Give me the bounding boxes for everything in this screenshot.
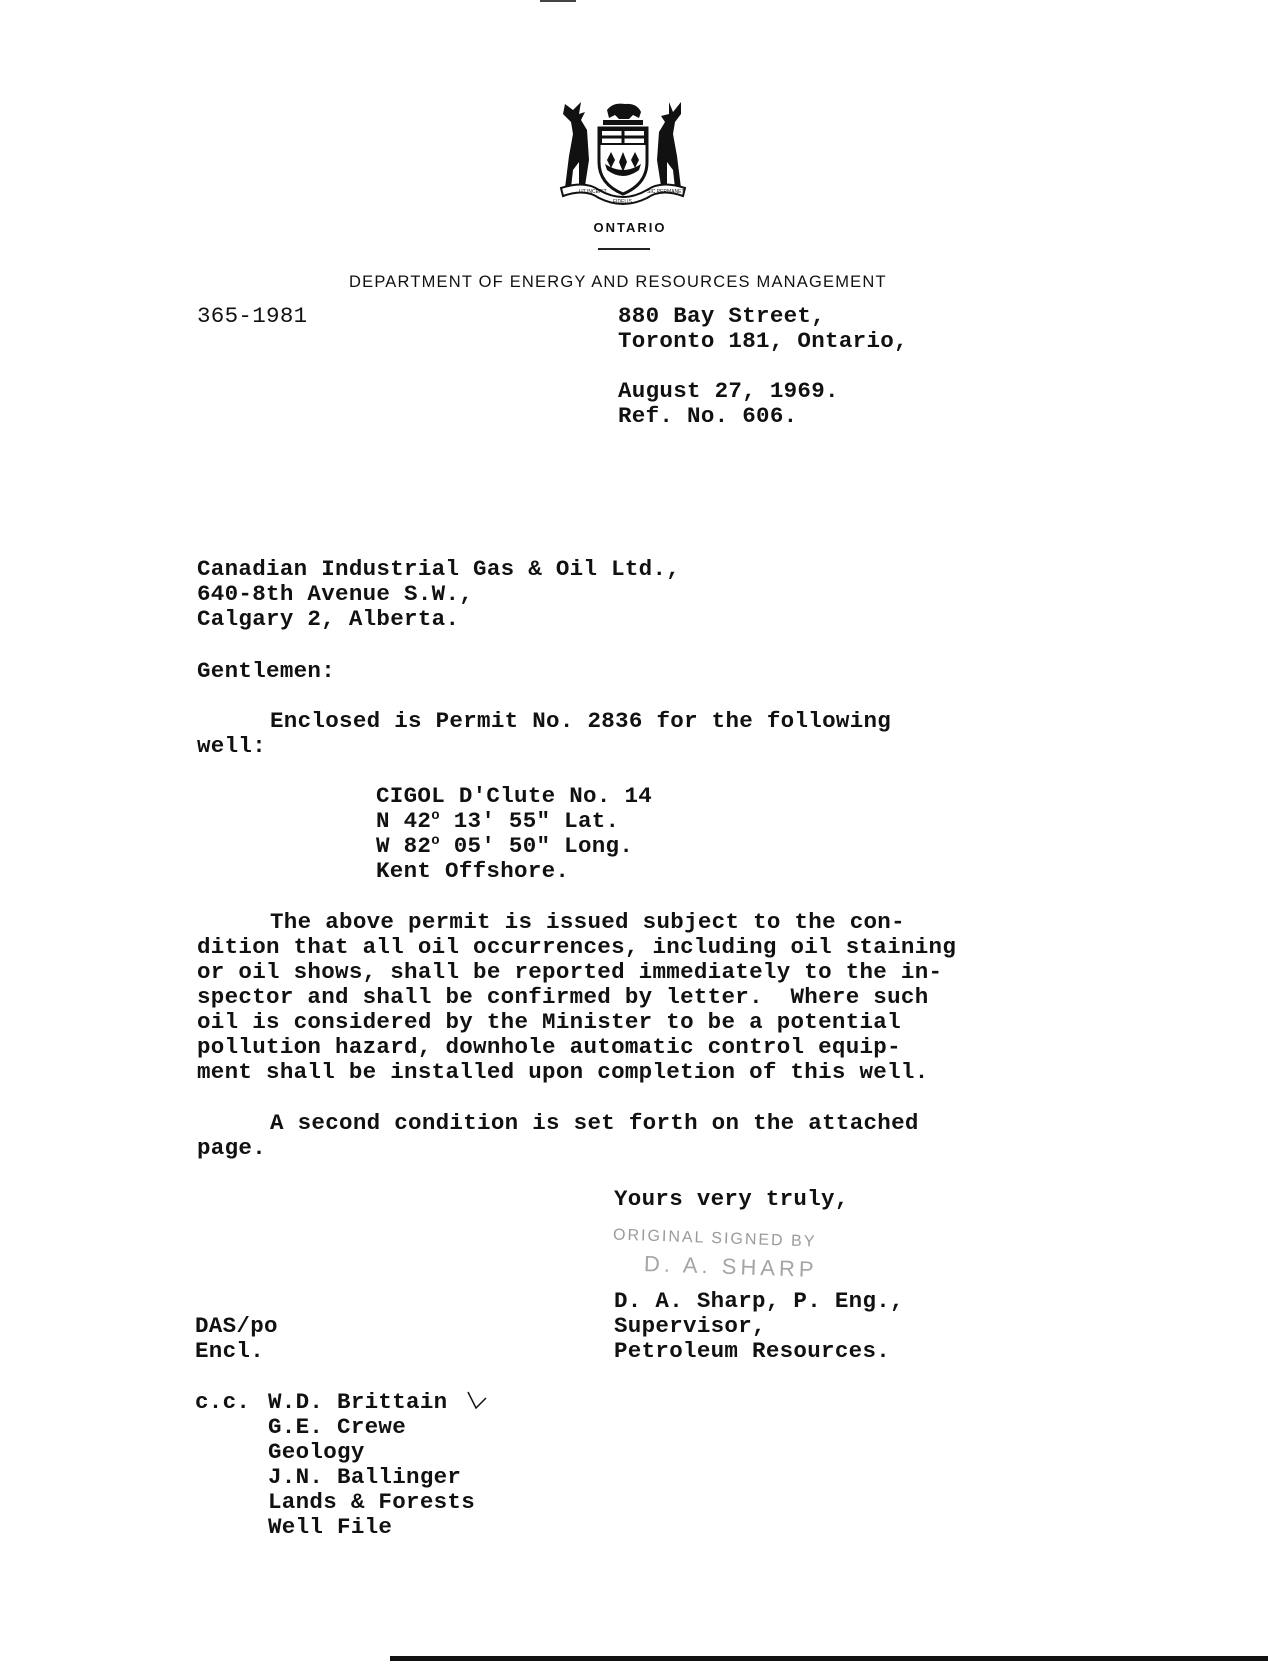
signer-name: D. A. Sharp, P. Eng., — [614, 1288, 904, 1314]
cc-recipient: Well File — [268, 1514, 393, 1540]
paragraph-1-line: spector and shall be confirmed by letter. Where such — [197, 984, 929, 1010]
cc-recipient: G.E. Crewe — [268, 1414, 407, 1440]
cc-recipient: Lands & Forests — [268, 1489, 476, 1515]
header-rule — [598, 248, 650, 250]
paragraph-1-line: ment shall be installed upon completion of this well. — [197, 1059, 929, 1085]
cc-recipient: J.N. Ballinger — [268, 1464, 462, 1490]
signer-department: Petroleum Resources. — [614, 1338, 891, 1364]
letter-date: August 27, 1969. — [618, 378, 839, 404]
scan-mark — [540, 0, 576, 2]
recipient-line-3: Calgary 2, Alberta. — [197, 606, 460, 632]
enclosure-note: Encl. — [195, 1338, 265, 1364]
well-location: Kent Offshore. — [376, 858, 570, 884]
address-line-1: 880 Bay Street, — [618, 303, 826, 329]
well-name: CIGOL D'Clute No. 14 — [376, 783, 653, 809]
signer-title: Supervisor, — [614, 1313, 766, 1339]
cc-recipient: W.D. Brittain — [268, 1389, 448, 1415]
degree-mark: o — [431, 808, 440, 824]
signature-stamp-line-2: D. A. SHARP — [643, 1250, 818, 1283]
ontario-label: ONTARIO — [593, 220, 667, 235]
svg-text:SIC PERMANET: SIC PERMANET — [647, 189, 685, 195]
intro-line-1: Enclosed is Permit No. 2836 for the following — [270, 708, 892, 734]
cc-label: c.c. — [195, 1389, 251, 1415]
paragraph-2-line-1: A second condition is set forth on the attached — [270, 1110, 919, 1136]
check-mark-icon — [466, 1390, 488, 1412]
recipient-line-2: 640-8th Avenue S.W., — [197, 581, 474, 607]
svg-text:FIDELIS: FIDELIS — [613, 199, 632, 205]
file-number: 365-1981 — [197, 303, 308, 329]
intro-line-2: well: — [197, 733, 267, 759]
lat-rest: 13' 55" Lat. — [439, 808, 620, 834]
recipient-line-1: Canadian Industrial Gas & Oil Ltd., — [197, 556, 681, 582]
salutation: Gentlemen: — [197, 658, 336, 684]
paragraph-1-line: or oil shows, shall be reported immediately to the in- — [197, 959, 943, 985]
paragraph-1-line: dition that all oil occurrences, including oil staining — [197, 934, 957, 960]
svg-text:UT INCEPIT: UT INCEPIT — [579, 189, 607, 195]
department-name: DEPARTMENT OF ENERGY AND RESOURCES MANAGEMENT — [349, 273, 887, 291]
paragraph-1-line: The above permit is issued subject to the con- — [270, 909, 905, 935]
lat-prefix: N 42 — [376, 808, 432, 834]
cc-recipient: Geology — [268, 1439, 365, 1465]
reference-number: Ref. No. 606. — [618, 403, 798, 429]
paragraph-1-line: oil is considered by the Minister to be a potential — [197, 1009, 901, 1035]
scan-edge-line — [390, 1656, 1268, 1661]
long-prefix: W 82 — [376, 833, 432, 859]
complimentary-close: Yours very truly, — [614, 1186, 849, 1212]
paragraph-2-line-2: page. — [197, 1135, 267, 1161]
degree-mark: o — [431, 833, 440, 849]
paragraph-1-line: pollution hazard, downhole automatic control equip- — [197, 1034, 901, 1060]
long-rest: 05' 50" Long. — [439, 833, 634, 859]
typist-initials: DAS/po — [195, 1313, 278, 1339]
signature-stamp-line-1: ORIGINAL SIGNED BY — [612, 1226, 817, 1251]
address-line-2: Toronto 181, Ontario, — [618, 328, 908, 354]
ontario-coat-of-arms-icon — [555, 100, 691, 210]
